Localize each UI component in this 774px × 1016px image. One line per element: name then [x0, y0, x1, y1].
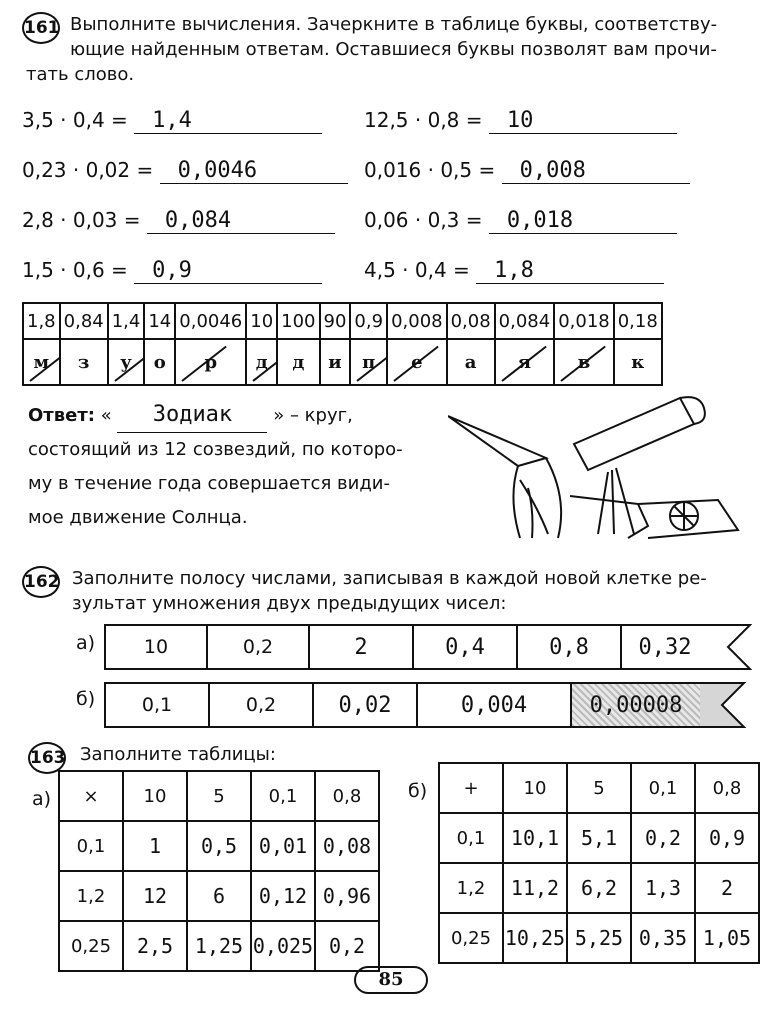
table-cell: 11,2: [503, 863, 567, 913]
table-row: [59, 921, 379, 971]
instruction-line: Заполните полосу числами, записывая в каждой новой клетке ре-: [72, 568, 707, 589]
table-cell: 1,3: [631, 863, 695, 913]
letter-table: [22, 302, 663, 386]
calc-expression: 2,8 · 0,03 =: [22, 208, 141, 232]
table-cell: 5: [567, 763, 631, 813]
calc-expression: 0,016 · 0,5 =: [364, 158, 496, 182]
table-cell: 6: [187, 871, 251, 921]
calc-expression: 3,5 · 0,4 =: [22, 108, 128, 132]
table-cell: 6,2: [567, 863, 631, 913]
calc-answer: 1,8: [476, 258, 664, 284]
table-cell: 5,25: [567, 913, 631, 963]
task-number-162: 162: [22, 566, 60, 598]
number-strip-a: [104, 624, 752, 670]
open-quote: «: [100, 405, 112, 426]
strip-b-label: б): [76, 688, 96, 710]
letter-cell: д: [277, 339, 319, 385]
strip-cell: 0,02: [312, 682, 416, 728]
table-cell: 2: [695, 863, 759, 913]
answer-word: Зодиак: [117, 398, 267, 433]
table-row: [59, 871, 379, 921]
page-number: 85: [354, 966, 428, 994]
table-cell: 10: [503, 763, 567, 813]
strip-cell: 0,2: [206, 624, 308, 670]
table-b-label: б): [408, 780, 428, 802]
strip-cell: 0,8: [516, 624, 620, 670]
calc-expression: 1,5 · 0,6 =: [22, 258, 128, 282]
table-cell: 1,2: [59, 871, 123, 921]
calc-expression: 4,5 · 0,4 =: [364, 258, 470, 282]
instruction-line: Выполните вычисления. Зачеркните в таблице буквы, соответству-: [70, 14, 718, 35]
table-cell: 0,2: [631, 813, 695, 863]
addition-table: [438, 762, 760, 964]
task-163-instruction: Заполните таблицы:: [80, 744, 276, 765]
value-cell: 0,018: [554, 303, 614, 339]
answer-label: Ответ:: [28, 405, 95, 426]
table-cell: 0,01: [251, 821, 315, 871]
table-cell: 0,35: [631, 913, 695, 963]
letter-cell: в: [554, 339, 614, 385]
strip-cell: 0,2: [208, 682, 312, 728]
value-cell: 1,8: [23, 303, 60, 339]
calculation: [364, 208, 677, 234]
letter-cell: у: [108, 339, 145, 385]
table-cell: 0,96: [315, 871, 379, 921]
table-row: [439, 863, 759, 913]
table-row: [439, 913, 759, 963]
table-cell: 0,8: [315, 771, 379, 821]
strip-cell: 0,1: [104, 682, 208, 728]
letter-cell: м: [23, 339, 60, 385]
table-cell: 0,8: [695, 763, 759, 813]
letter-cell: п: [350, 339, 387, 385]
strip-end-flag: [708, 624, 752, 670]
letter-cell: а: [447, 339, 495, 385]
letter-table-letters-row: [23, 339, 662, 385]
table-header-row: [439, 763, 759, 813]
instruction-line: зультат умножения двух предыдущих чисел:: [72, 593, 507, 614]
task-number-161: 161: [22, 12, 60, 44]
table-cell: 1: [123, 821, 187, 871]
calc-expression: 12,5 · 0,8 =: [364, 108, 483, 132]
letter-cell: д: [246, 339, 277, 385]
table-cell: 12: [123, 871, 187, 921]
instruction-line: тать слово.: [26, 64, 135, 85]
calculation: [364, 258, 664, 284]
calculation: [22, 258, 322, 284]
letter-cell: к: [614, 339, 662, 385]
letter-cell: я: [495, 339, 555, 385]
task-162-instruction: [72, 566, 762, 616]
table-cell: 0,2: [315, 921, 379, 971]
value-cell: 0,08: [447, 303, 495, 339]
table-cell: 0,1: [631, 763, 695, 813]
strip-cell: 10: [104, 624, 206, 670]
calculation: [22, 158, 348, 184]
strip-cell: 0,00008: [570, 682, 700, 728]
answer-rest: состоящий из 12 созвездий, по которо-: [28, 439, 403, 460]
value-cell: 90: [320, 303, 351, 339]
value-cell: 0,18: [614, 303, 662, 339]
calc-answer: 0,008: [502, 158, 690, 184]
table-cell: ×: [59, 771, 123, 821]
table-cell: 0,25: [59, 921, 123, 971]
table-cell: 5,1: [567, 813, 631, 863]
number-strip-b: [104, 682, 746, 728]
table-cell: 0,1: [439, 813, 503, 863]
instruction-line: ющие найденным ответам. Оставшиеся буквы позволят вам прочи-: [70, 39, 717, 60]
letter-cell: з: [60, 339, 108, 385]
table-cell: 0,5: [187, 821, 251, 871]
calculation: [364, 158, 690, 184]
value-cell: 10: [246, 303, 277, 339]
close-quote: »: [273, 405, 285, 426]
answer-rest: мое движение Солнца.: [28, 507, 248, 528]
astronomer-telescope-illustration: [448, 388, 748, 540]
table-cell: 0,1: [251, 771, 315, 821]
table-cell: 1,05: [695, 913, 759, 963]
value-cell: 0,9: [350, 303, 387, 339]
table-cell: +: [439, 763, 503, 813]
value-cell: 0,084: [495, 303, 555, 339]
strip-cell: 2: [308, 624, 412, 670]
multiplication-table: [58, 770, 380, 972]
strip-cell: 0,004: [416, 682, 570, 728]
value-cell: 100: [277, 303, 319, 339]
table-cell: 1,25: [187, 921, 251, 971]
table-cell: 0,1: [59, 821, 123, 871]
calculation: [22, 208, 335, 234]
table-row: [59, 821, 379, 871]
strip-end-flag: [700, 682, 746, 728]
letter-table-values-row: [23, 303, 662, 339]
value-cell: 0,84: [60, 303, 108, 339]
table-cell: 10: [123, 771, 187, 821]
letter-cell: е: [387, 339, 447, 385]
calc-answer: 0,018: [489, 208, 677, 234]
answer-text: [28, 398, 448, 535]
calc-answer: 1,4: [134, 108, 322, 134]
calc-answer: 0,084: [147, 208, 335, 234]
table-cell: 10,25: [503, 913, 567, 963]
task-number-163: 163: [28, 742, 66, 774]
table-cell: 0,08: [315, 821, 379, 871]
value-cell: 14: [144, 303, 175, 339]
value-cell: 0,008: [387, 303, 447, 339]
answer-rest: – круг,: [289, 405, 353, 426]
letter-cell: о: [144, 339, 175, 385]
calculation: [364, 108, 677, 134]
table-cell: 0,12: [251, 871, 315, 921]
table-cell: 5: [187, 771, 251, 821]
calc-expression: 0,06 · 0,3 =: [364, 208, 483, 232]
table-cell: 10,1: [503, 813, 567, 863]
calc-expression: 0,23 · 0,02 =: [22, 158, 154, 182]
calc-answer: 0,0046: [160, 158, 348, 184]
table-header-row: [59, 771, 379, 821]
letter-cell: и: [320, 339, 351, 385]
table-row: [439, 813, 759, 863]
calculation: [22, 108, 322, 134]
calc-answer: 0,9: [134, 258, 322, 284]
strip-cell: 0,32: [620, 624, 708, 670]
table-cell: 1,2: [439, 863, 503, 913]
value-cell: 0,0046: [175, 303, 246, 339]
letter-cell: р: [175, 339, 246, 385]
table-cell: 0,9: [695, 813, 759, 863]
table-cell: 0,25: [439, 913, 503, 963]
value-cell: 1,4: [108, 303, 145, 339]
strip-cell: 0,4: [412, 624, 516, 670]
calc-answer: 10: [489, 108, 677, 134]
table-cell: 2,5: [123, 921, 187, 971]
answer-rest: му в течение года совершается види-: [28, 473, 390, 494]
strip-a-label: а): [76, 632, 96, 654]
table-a-label: а): [32, 788, 52, 810]
table-cell: 0,025: [251, 921, 315, 971]
